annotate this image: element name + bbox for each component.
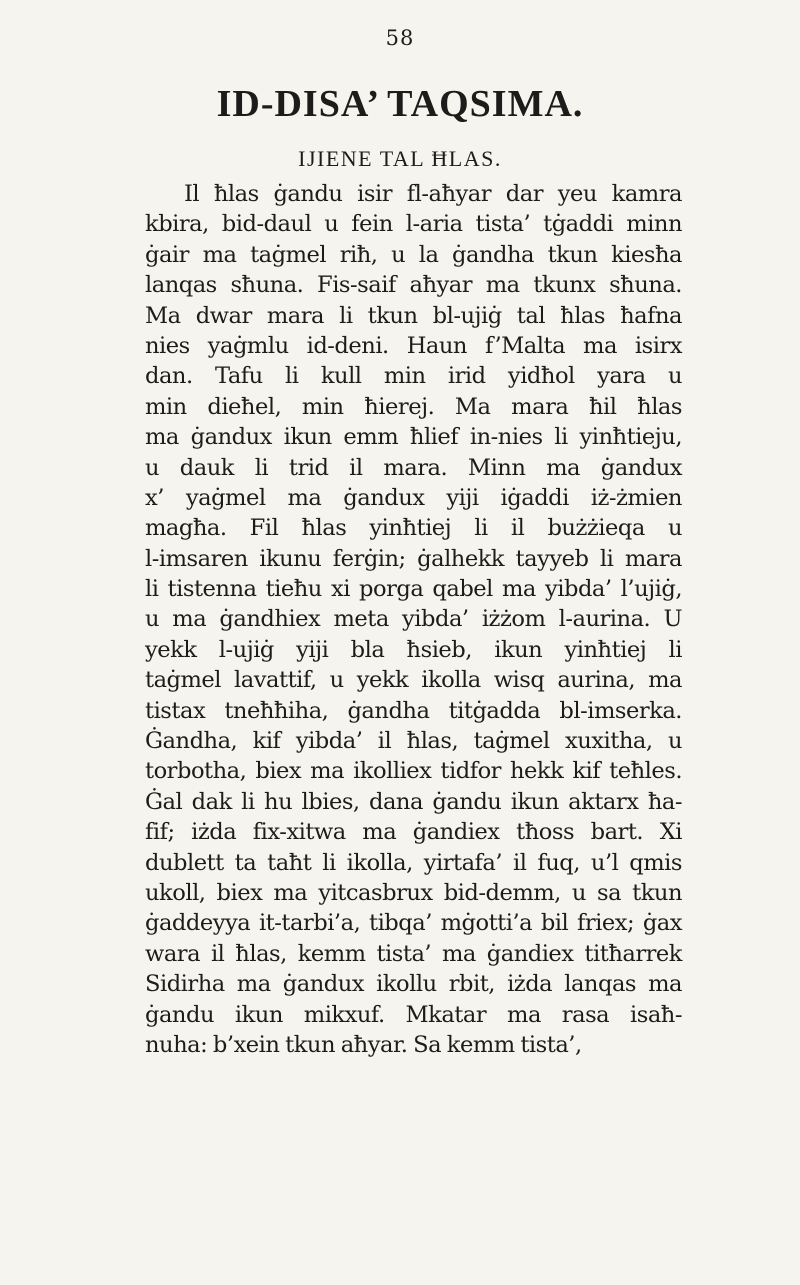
body-paragraph [145,179,682,1060]
text-line: ma ġandux ikun emm ħlief in-nies li yinħtieju, [145,424,682,451]
text-line: Ġandha, kif yibda’ il ħlas, taġmel xuxitha, u [145,728,682,755]
text-line: Ġal dak li hu lbies, dana ġandu ikun aktarx ħa- [145,788,682,815]
text-line: Ma dwar mara li tkun bl-ujiġ tal ħlas ħafna [145,302,682,329]
text-line: ġair ma taġmel riħ, u la ġandha tkun kiesħa [145,241,682,268]
text-line: yekk l-ujiġ yiji bla ħsieb, ikun yinħtiej li [145,636,682,663]
text-line: ukoll, biex ma yitcasbrux bid-demm, u sa tkun [145,879,682,906]
text-line: u dauk li trid il mara. Minn ma ġandux [145,454,682,481]
text-line: nies yaġmlu id-deni. Haun f’Malta ma isirx [145,332,682,359]
text-line: dan. Tafu li kull min irid yidħol yara u [145,363,682,390]
text-line: fif; iżda fix-xitwa ma ġandiex tħoss bart. Xi [145,819,682,846]
text-line: Sidirha ma ġandux ikollu rbit, iżda lanqas ma [145,971,682,998]
text-line: Il ħlas ġandu isir fl-aħyar dar yeu kamra [184,181,682,207]
text-line: ġaddeyya it-tarbi’a, tibqa’ mġotti’a bil friex; ġax [145,910,682,937]
text-line: wara il ħlas, kemm tista’ ma ġandiex titħarrek [145,940,682,967]
text-line: tistax tneħħiha, ġandha titġadda bl-imserka. [145,697,682,724]
chapter-title: ID-DISA’ TAQSIMA. [216,83,584,125]
text-line: li tistenna tieħu xi porga qabel ma yibda’ l’ujiġ, [145,576,682,603]
text-line: kbira, bid-daul u fein l-aria tista’ tġaddi minn [145,211,682,238]
text-line: taġmel lavattif, u yekk ikolla wisq aurina, ma [145,667,682,694]
text-line: nuha: b’xein tkun aħyar. Sa kemm tista’, [145,1031,582,1058]
text-line: u ma ġandhiex meta yibda’ iżżom l-aurina. U [145,606,682,633]
section-title: IJIENE TAL ĦLAS. [298,146,502,171]
text-line: ġandu ikun mikxuf. Mkatar ma rasa isaħ- [145,1001,682,1028]
page-number: 58 [385,26,415,50]
text-line: x’ yaġmel ma ġandux yiji iġaddi iż-żmien [145,484,682,511]
text-line: lanqas sħuna. Fis-saif aħyar ma tkunx sħuna. [145,272,682,299]
text-line: torbotha, biex ma ikolliex tidfor hekk kif teħles. [145,758,682,785]
text-line: min dieħel, min ħierej. Ma mara ħil ħlas [145,393,682,420]
text-line: l-imsaren ikunu ferġin; ġalhekk tayyeb li mara [145,545,682,572]
text-line: dublett ta taħt li ikolla, yirtafa’ il fuq, u’l qmis [145,849,682,876]
text-line: magħa. Fil ħlas yinħtiej li il bużżieqa u [145,515,682,542]
